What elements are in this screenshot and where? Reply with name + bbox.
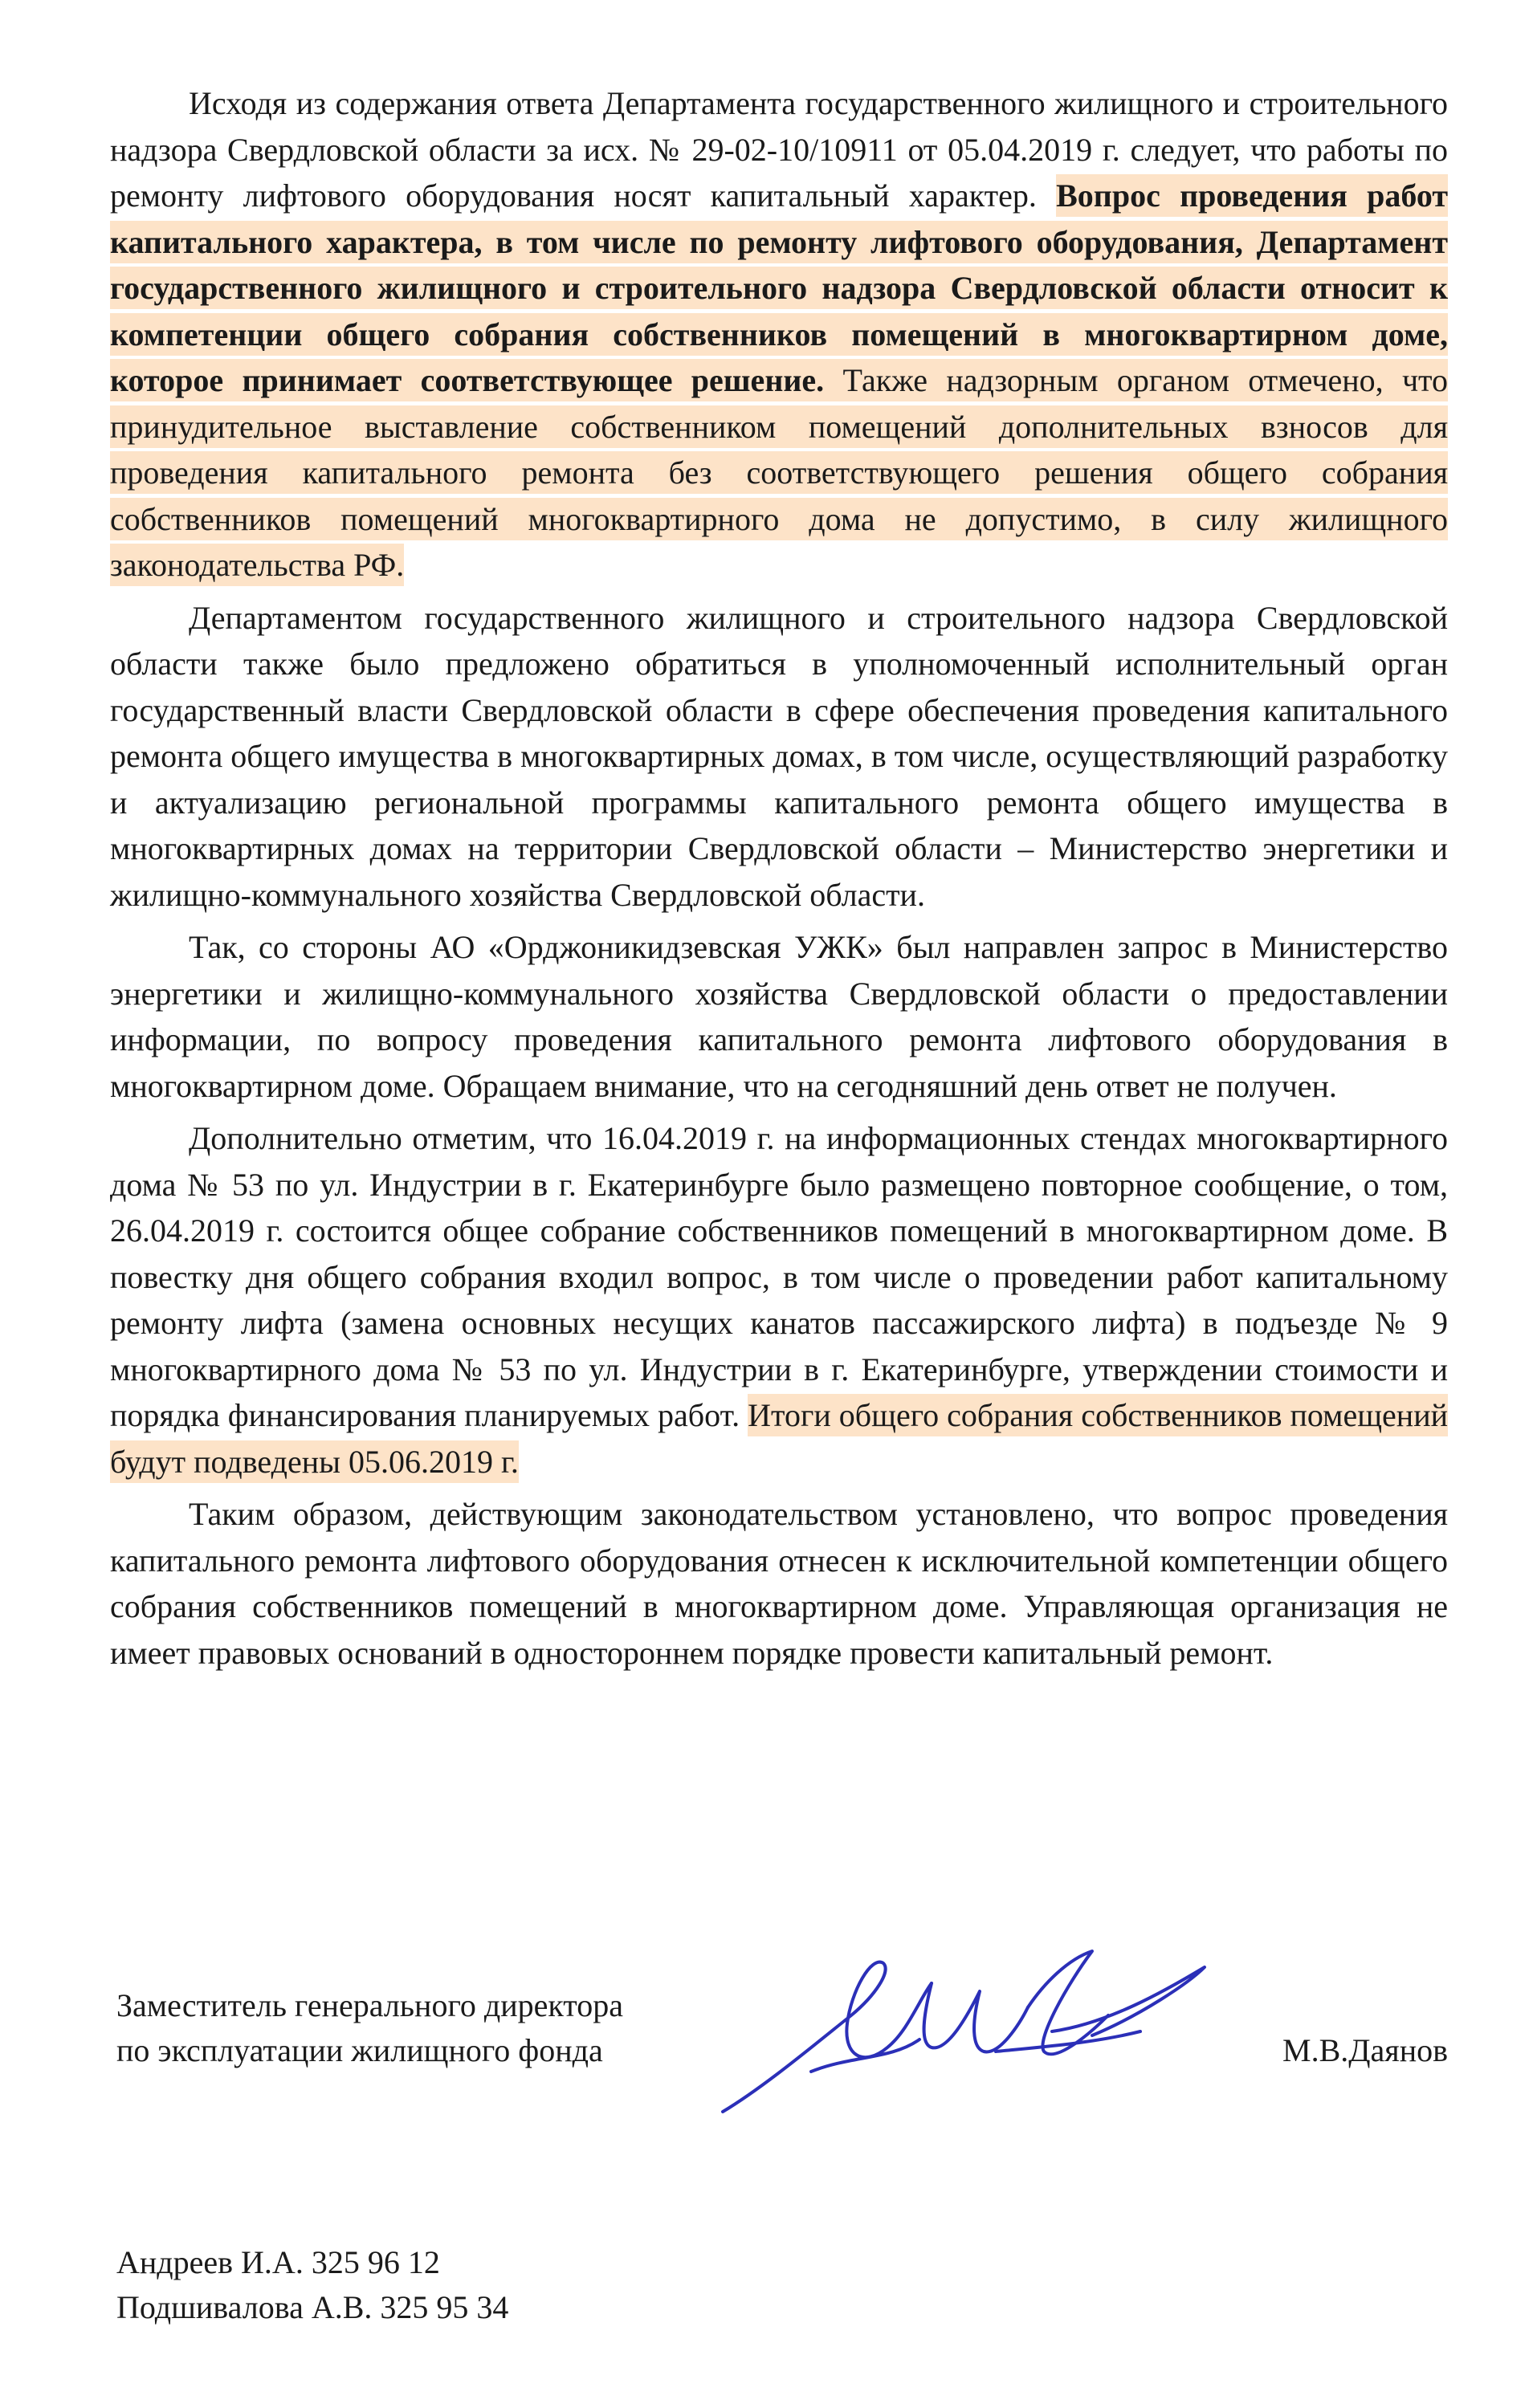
- signatory-name: М.В.Даянов: [1282, 2032, 1448, 2068]
- paragraph-2: Департаментом государственного жилищного и строительного надзора Свердловской области также было предложено обратиться в уполномоченный исполнительный орган государственный власти Свердловской области в сфере обеспечения проведения капитального ремонта общего имущества в многоквартирных домах, в том числе, осуществляющий разработку и актуализацию региональной программы капитального ремонта общего имущества в многоквартирных домах на территории Свердловской области – Министерство энергетики и жилищно-коммунального хозяйства Свердловской области.: [110, 599, 1448, 913]
- position-line-1: Заместитель генерального директора: [116, 1987, 623, 2023]
- contact-line-2: Подшивалова А.В. 325 95 34: [116, 2289, 509, 2325]
- bold-passage: Вопрос проведения работ капитального характера, в том числе по ремонту лифтового оборудования, Департамент государственного жилищного и строительного надзора Свердловской области относит к компетенции общего собрания собственников помещений в многоквартирном доме, которое принимает соответствующее решение.: [110, 177, 1449, 398]
- paragraph-1-note: Также надзорным органом отмечено, что принудительное выставление собственником помещений дополнительных взносов для проведения капитального ремонта без соответствующего решения общего собрания собственников помещений многоквартирного дома не допустимо, в силу жилищного законодательства РФ.: [110, 362, 1449, 583]
- paragraph-5: Таким образом, действующим законодательством установлено, что вопрос проведения капитального ремонта лифтового оборудования отнесен к исключительной компетенции общего собрания собственников помещений в многоквартирном доме. Управляющая организация не имеет правовых оснований в одностороннем порядке провести капитальный ремонт.: [110, 1496, 1448, 1671]
- position-line-2: по эксплуатации жилищного фонда: [116, 2032, 603, 2068]
- letter-body: [110, 80, 1448, 1676]
- paragraph-3: Так, со стороны АО «Орджоникидзевская УЖК» был направлен запрос в Министерство энергетики и жилищно-коммунального хозяйства Свердловской области о предоставлении информации, по вопросу проведения капитального ремонта лифтового оборудования в многоквартирном доме. Обращаем внимание, что на сегодняшний день ответ не получен.: [110, 929, 1448, 1104]
- contact-line-1: Андреев И.А. 325 96 12: [116, 2244, 440, 2280]
- highlighted-results-date: Итоги общего собрания собственников помещений будут подведены 05.06.2019 г.: [110, 1397, 1449, 1480]
- paragraph-4: [110, 1115, 1448, 1485]
- highlighted-passage: [110, 177, 1448, 583]
- contacts-block: [116, 2240, 508, 2330]
- paragraph-4-text: Дополнительно отметим, что 16.04.2019 г. на информационных стендах многоквартирного дома № 53 по ул. Индустрии в г. Екатеринбурге было размещено повторное сообщение, о том, 26.04.2019 г. состоится общее собрание собственников помещений в многоквартирном доме. В повестку дня общего собрания входил вопрос, в том числе о проведении работ капитальному ремонту лифта (замена основных несущих канатов пассажирского лифта) в подъезде № 9 многоквартирного дома № 53 по ул. Индустрии в г. Екатеринбурге, утверждении стоимости и порядка финансирования планируемых работ.: [110, 1120, 1448, 1433]
- paragraph-1: [110, 80, 1448, 589]
- signatory-position: [116, 1983, 623, 2073]
- paragraph-1-intro: Исходя из содержания ответа Департамента государственного жилищного и строительного надзора Свердловской области за исх. № 29-02-10/10911 от 05.04.2019 г. следует, что работы по ремонту лифтового оборудования носят капитальный характер.: [110, 85, 1448, 214]
- handwritten-signature: [691, 1895, 1253, 2136]
